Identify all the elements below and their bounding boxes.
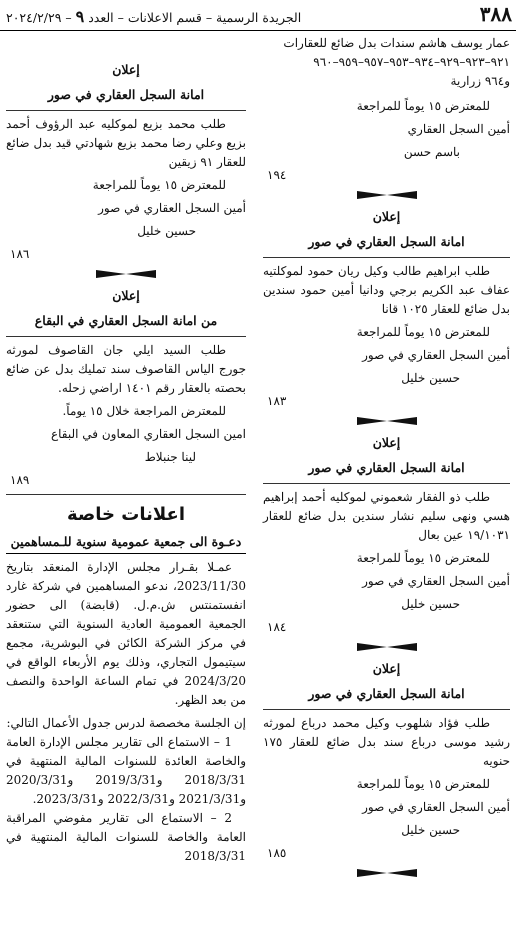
invitation-body: عمـلا بقـرار مجلس الإدارة المنعقد بتاريخ 2023/11/30، ندعو المساهمين في شركة غارد انفستمنتس ش.م.ل. (قابضة) الى حضور الجمعية العمومية العادية السنوية التي ستنعقد في مركز الشركة الكائن في البوشرية، مجمع سيتيمول التجاري، وذلك يوم الأربعاء الواقع في 2024/3/20 في تمام الساعة الواحدة والنصف من بعد الظهر. — [6, 560, 246, 707]
notice-body: طلب ابراهيم طالب وكيل ريان حمود لموكلتيه عفاف عبد الكريم برجي ودانيا أمين حمود سندين بدل ضائع للعقار ١٠٢٥ قانا — [263, 264, 510, 316]
notice-office: امانة السجل العقاري في صور — [47, 87, 205, 102]
page-header — [0, 0, 516, 31]
ornament-divider — [263, 643, 510, 651]
notice-number: ١٨٤ — [267, 620, 287, 634]
invitation-title: دعـوة الى جمعية عمومية سنوية للـمساهمين — [6, 532, 246, 554]
notice-signature: أمين السجل العقاري في صور — [362, 574, 510, 588]
notice-number: ١٨٣ — [267, 394, 287, 408]
notice-objection: للمعترض ١٥ يوماً للمراجعة — [356, 551, 490, 565]
notice-rule — [263, 257, 510, 258]
ornament-divider — [6, 270, 246, 278]
notice-number: ١٨٩ — [10, 473, 30, 487]
notice-signer-name: لينا جنبلاط — [144, 450, 196, 464]
notice-objection: للمعترض ١٥ يوماً للمراجعة — [356, 777, 490, 791]
notice-signature: امين السجل العقاري المعاون في البقاع — [50, 427, 246, 441]
notice-block — [263, 207, 510, 425]
notice-signature: أمين السجل العقاري في صور — [362, 348, 510, 362]
notice-rule — [263, 709, 510, 710]
header-date: – ٢٠٢٤/٢/٢٩ — [6, 10, 72, 25]
header-title — [6, 7, 301, 26]
notice-office: امانة السجل العقاري في صور — [308, 460, 465, 475]
notice-body: طلب ذو الفقار شعموني لموكليه أحمد إبراهيم هسي ونهى سليم نشار سندين بدل ضائع للعقار ١٩/١٠٣١ عين بعال — [263, 490, 510, 542]
ornament-divider — [263, 869, 510, 877]
notice-signer-name: حسين خليل — [401, 371, 460, 385]
notice-rule — [6, 110, 246, 111]
notice-body: طلب السيد ايلي جان القاصوف لمورثه جورج الياس القاصوف سند تمليك بدل عن ضائع بحصته بالعقار رقم ١٤٠١ اراضي زحله. — [6, 343, 246, 395]
notice-signer-name: باسم حسن — [403, 145, 460, 159]
notice-office: امانة السجل العقاري في صور — [308, 234, 465, 249]
special-announcements-heading: اعلانات خاصة — [66, 504, 186, 525]
notice-number: ١٨٥ — [267, 846, 287, 860]
notice-signature: أمين السجل العقاري — [407, 122, 510, 136]
notice-objection: للمعترض المراجعة خلال ١٥ يوماً. — [62, 404, 226, 418]
notice-rule — [263, 483, 510, 484]
notice-signature: أمين السجل العقاري في صور — [98, 201, 246, 215]
intro-line-3: و٩٦٤ زرارية — [450, 74, 510, 88]
intro-line-2: ٩٢١–٩٢٣–٩٢٩–٩٣٤–٩٥٣–٩٥٧–٩٥٩–٩٦٠ — [313, 55, 510, 69]
header-issue-number: ٩ — [75, 7, 85, 26]
header-gazette-section: الجريدة الرسمية – قسم الاعلانات – العدد — [88, 10, 302, 25]
agenda-item-1: 1 – الاستماع الى تقارير مجلس الإدارة العامة والخاصة العائدة للسنوات المالية المنتهية في 2018/3/31 و2019/3/31 و2020/3/31 و2021/3/31 و2022/3/31 و2023/3/31. — [6, 735, 246, 806]
notice-number: ١٨٦ — [10, 247, 30, 261]
intro-line-1: عمار يوسف هاشم سندات بدل ضائع للعقارات — [283, 36, 510, 50]
notice-objection: للمعترض ١٥ يوماً للمراجعة — [356, 325, 490, 339]
notice-label: إعلان — [112, 62, 140, 77]
notice-block — [263, 433, 510, 651]
notice-objection: للمعترض ١٥ يوماً للمراجعة — [356, 99, 490, 113]
notice-block — [263, 659, 510, 877]
agenda-intro: إن الجلسة مخصصة لدرس جدول الأعمال التالي: — [6, 716, 246, 730]
notice-signer-name: حسين خليل — [401, 823, 460, 837]
notice-signer-name: حسين خليل — [401, 597, 460, 611]
notice-body: طلب فؤاد شلهوب وكيل محمد درباع لمورثه رشيد موسى درباع سند بدل ضائع للعقار ١٧٥ حنويه — [263, 716, 510, 768]
right-column — [263, 34, 510, 885]
special-announcements — [6, 494, 246, 866]
notice-label: إعلان — [372, 209, 401, 224]
page-number: ٣٨٨ — [479, 2, 512, 26]
ornament-divider — [263, 191, 510, 199]
notice-body: طلب محمد بزيع لموكليه عبد الرؤوف أحمد بزيع وعلي رضا محمد بزيع شهادتي قيد بدل ضائع للعقار ٩١ زيقين — [6, 117, 246, 169]
ornament-divider — [263, 417, 510, 425]
notice-label: إعلان — [372, 435, 401, 450]
notice-office: امانة السجل العقاري في صور — [308, 686, 465, 701]
notice-label: إعلان — [372, 661, 401, 676]
notice-block — [6, 286, 246, 490]
notice-number: ١٩٤ — [267, 168, 287, 182]
notice-objection: للمعترض ١٥ يوماً للمراجعة — [92, 178, 226, 192]
notice-office: من امانة السجل العقاري في البقاع — [34, 313, 218, 328]
left-column — [6, 34, 246, 866]
notice-block — [6, 60, 246, 278]
section-rule — [6, 494, 246, 495]
notice-signature: أمين السجل العقاري في صور — [362, 800, 510, 814]
notice-rule — [6, 336, 246, 337]
notice-label: إعلان — [112, 288, 140, 303]
agenda-item-2: 2 – الاستماع الى تقارير مفوضي المراقبة العامة والخاصة للسنوات المالية المنتهية في 2018/3/31 — [6, 811, 246, 863]
notice-signer-name: حسين خليل — [137, 224, 196, 238]
